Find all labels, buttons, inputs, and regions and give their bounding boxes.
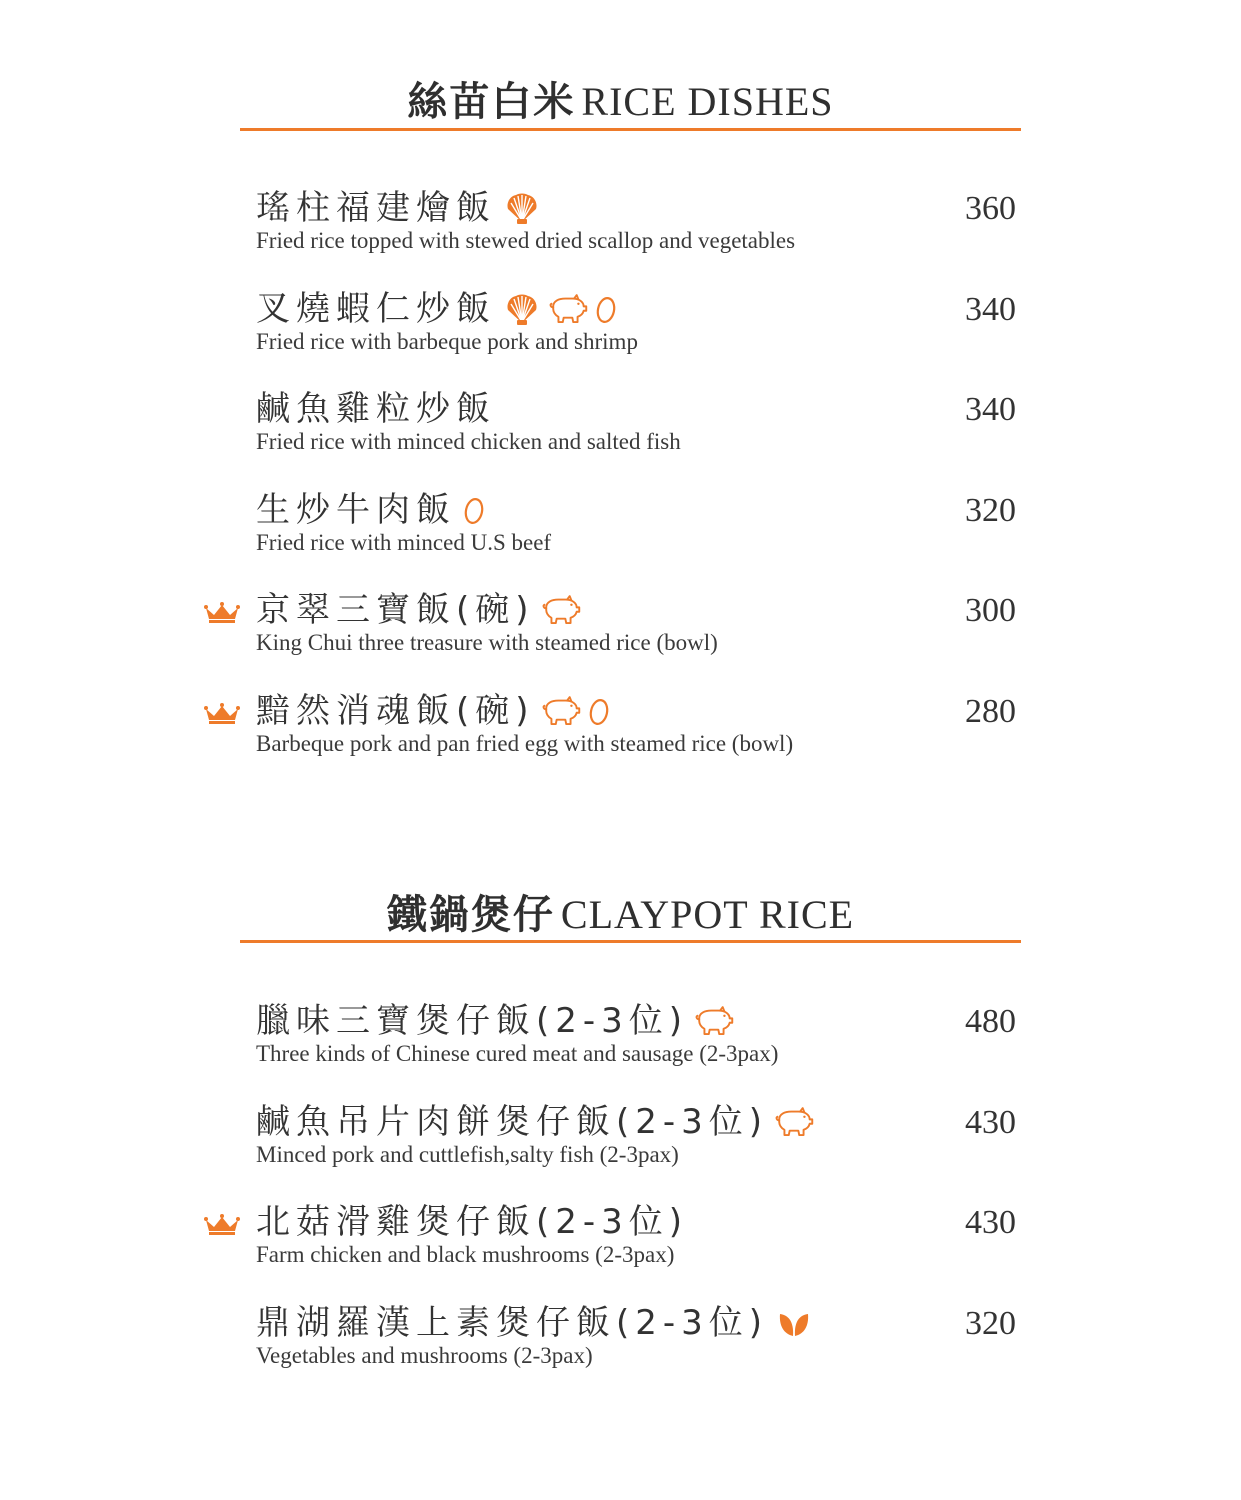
dietary-icons bbox=[541, 694, 611, 728]
menu-item-chinese-name bbox=[256, 1303, 814, 1343]
menu-item bbox=[256, 590, 1016, 670]
menu-item-price: 480 bbox=[965, 1003, 1016, 1040]
scallop-icon bbox=[502, 292, 542, 326]
menu-item bbox=[256, 289, 1016, 369]
menu-item-english-description: Fried rice topped with stewed dried scallop and vegetables bbox=[256, 228, 796, 253]
dietary-icons bbox=[694, 1004, 734, 1038]
dietary-icons bbox=[541, 593, 581, 627]
dietary-icons bbox=[774, 1105, 814, 1139]
menu-item-english-description: Farm chicken and black mushrooms (2-3pax) bbox=[256, 1242, 675, 1267]
signature-crown-icon bbox=[204, 602, 240, 624]
section-title-claypot-rice bbox=[0, 883, 1241, 940]
menu-item-english-description: Minced pork and cuttlefish,salty fish (2-3pax) bbox=[256, 1142, 679, 1167]
pork-icon bbox=[694, 1004, 734, 1038]
section-title-zh: 絲苗白米 bbox=[407, 79, 576, 125]
section-divider bbox=[240, 940, 1021, 943]
menu-item-chinese-name-text: 臘味三寶煲仔飯(2-3位) bbox=[256, 1001, 689, 1041]
menu-item-chinese-name bbox=[256, 1102, 814, 1142]
signature-crown-icon bbox=[204, 1214, 240, 1236]
menu-item-chinese-name-text: 叉燒蝦仁炒飯 bbox=[256, 289, 496, 329]
section-title-rice-dishes bbox=[0, 70, 1241, 127]
menu-item-chinese-name-text: 瑤柱福建燴飯 bbox=[256, 188, 496, 228]
section-divider bbox=[240, 128, 1021, 131]
section-title-en: CLAYPOT RICE bbox=[560, 892, 855, 937]
menu-item-chinese-name bbox=[256, 389, 496, 429]
menu-item-chinese-name-text: 黯然消魂飯(碗) bbox=[256, 691, 535, 731]
scallop-icon bbox=[502, 191, 542, 225]
signature-crown-icon bbox=[204, 703, 240, 725]
egg-icon bbox=[587, 694, 611, 728]
menu-item bbox=[256, 490, 1016, 570]
pork-icon bbox=[541, 694, 581, 728]
menu-item-english-description: Fried rice with barbeque pork and shrimp bbox=[256, 329, 638, 354]
menu-item bbox=[256, 691, 1016, 771]
pork-icon bbox=[774, 1105, 814, 1139]
menu-item-price: 340 bbox=[965, 391, 1016, 428]
egg-icon bbox=[594, 292, 618, 326]
menu-item bbox=[256, 1303, 1016, 1383]
menu-item bbox=[256, 1001, 1016, 1081]
vegetarian-leaf-icon bbox=[774, 1306, 814, 1340]
menu-item-english-description: Vegetables and mushrooms (2-3pax) bbox=[256, 1343, 593, 1368]
menu-item-english-description: Fried rice with minced chicken and salted fish bbox=[256, 429, 681, 454]
menu-item-price: 340 bbox=[965, 291, 1016, 328]
menu-item-chinese-name bbox=[256, 289, 618, 329]
menu-item-chinese-name bbox=[256, 1202, 688, 1242]
menu-item-chinese-name bbox=[256, 691, 611, 731]
dietary-icons bbox=[502, 191, 542, 225]
egg-icon bbox=[462, 493, 486, 527]
menu-item-price: 430 bbox=[965, 1204, 1016, 1241]
menu-item-price: 430 bbox=[965, 1104, 1016, 1141]
section-title-en: RICE DISHES bbox=[581, 79, 834, 124]
menu-item bbox=[256, 188, 1016, 268]
menu-item-chinese-name-text: 京翠三寶飯(碗) bbox=[256, 590, 535, 630]
menu-item-chinese-name-text: 鹹魚雞粒炒飯 bbox=[256, 389, 496, 429]
section-title-zh: 鐵鍋煲仔 bbox=[386, 892, 555, 938]
dietary-icons bbox=[502, 292, 618, 326]
menu-item-price: 320 bbox=[965, 1305, 1016, 1342]
menu-item-chinese-name-text: 生炒牛肉飯 bbox=[256, 490, 456, 530]
menu-item-english-description: Fried rice with minced U.S beef bbox=[256, 530, 552, 555]
menu-item-english-description: King Chui three treasure with steamed rice (bowl) bbox=[256, 630, 718, 655]
menu-item-price: 360 bbox=[965, 190, 1016, 227]
dietary-icons bbox=[774, 1306, 814, 1340]
dietary-icons bbox=[462, 493, 486, 527]
pork-icon bbox=[548, 292, 588, 326]
menu-item-chinese-name bbox=[256, 188, 542, 228]
menu-item-chinese-name-text: 北菇滑雞煲仔飯(2-3位) bbox=[256, 1202, 689, 1242]
menu-item-chinese-name bbox=[256, 590, 581, 630]
menu-item-english-description: Barbeque pork and pan fried egg with steamed rice (bowl) bbox=[256, 731, 794, 756]
menu-item bbox=[256, 1202, 1016, 1282]
menu-item-chinese-name bbox=[256, 1001, 734, 1041]
menu-item-price: 320 bbox=[965, 492, 1016, 529]
menu-item bbox=[256, 1102, 1016, 1182]
menu-item-chinese-name-text: 鹹魚吊片肉餅煲仔飯(2-3位) bbox=[256, 1102, 769, 1142]
pork-icon bbox=[541, 593, 581, 627]
menu-item bbox=[256, 389, 1016, 469]
menu-item-english-description: Three kinds of Chinese cured meat and sausage (2-3pax) bbox=[256, 1041, 779, 1066]
menu-item-price: 280 bbox=[965, 693, 1016, 730]
menu-item-price: 300 bbox=[965, 592, 1016, 629]
menu-item-chinese-name-text: 鼎湖羅漢上素煲仔飯(2-3位) bbox=[256, 1303, 769, 1343]
menu-item-chinese-name bbox=[256, 490, 486, 530]
